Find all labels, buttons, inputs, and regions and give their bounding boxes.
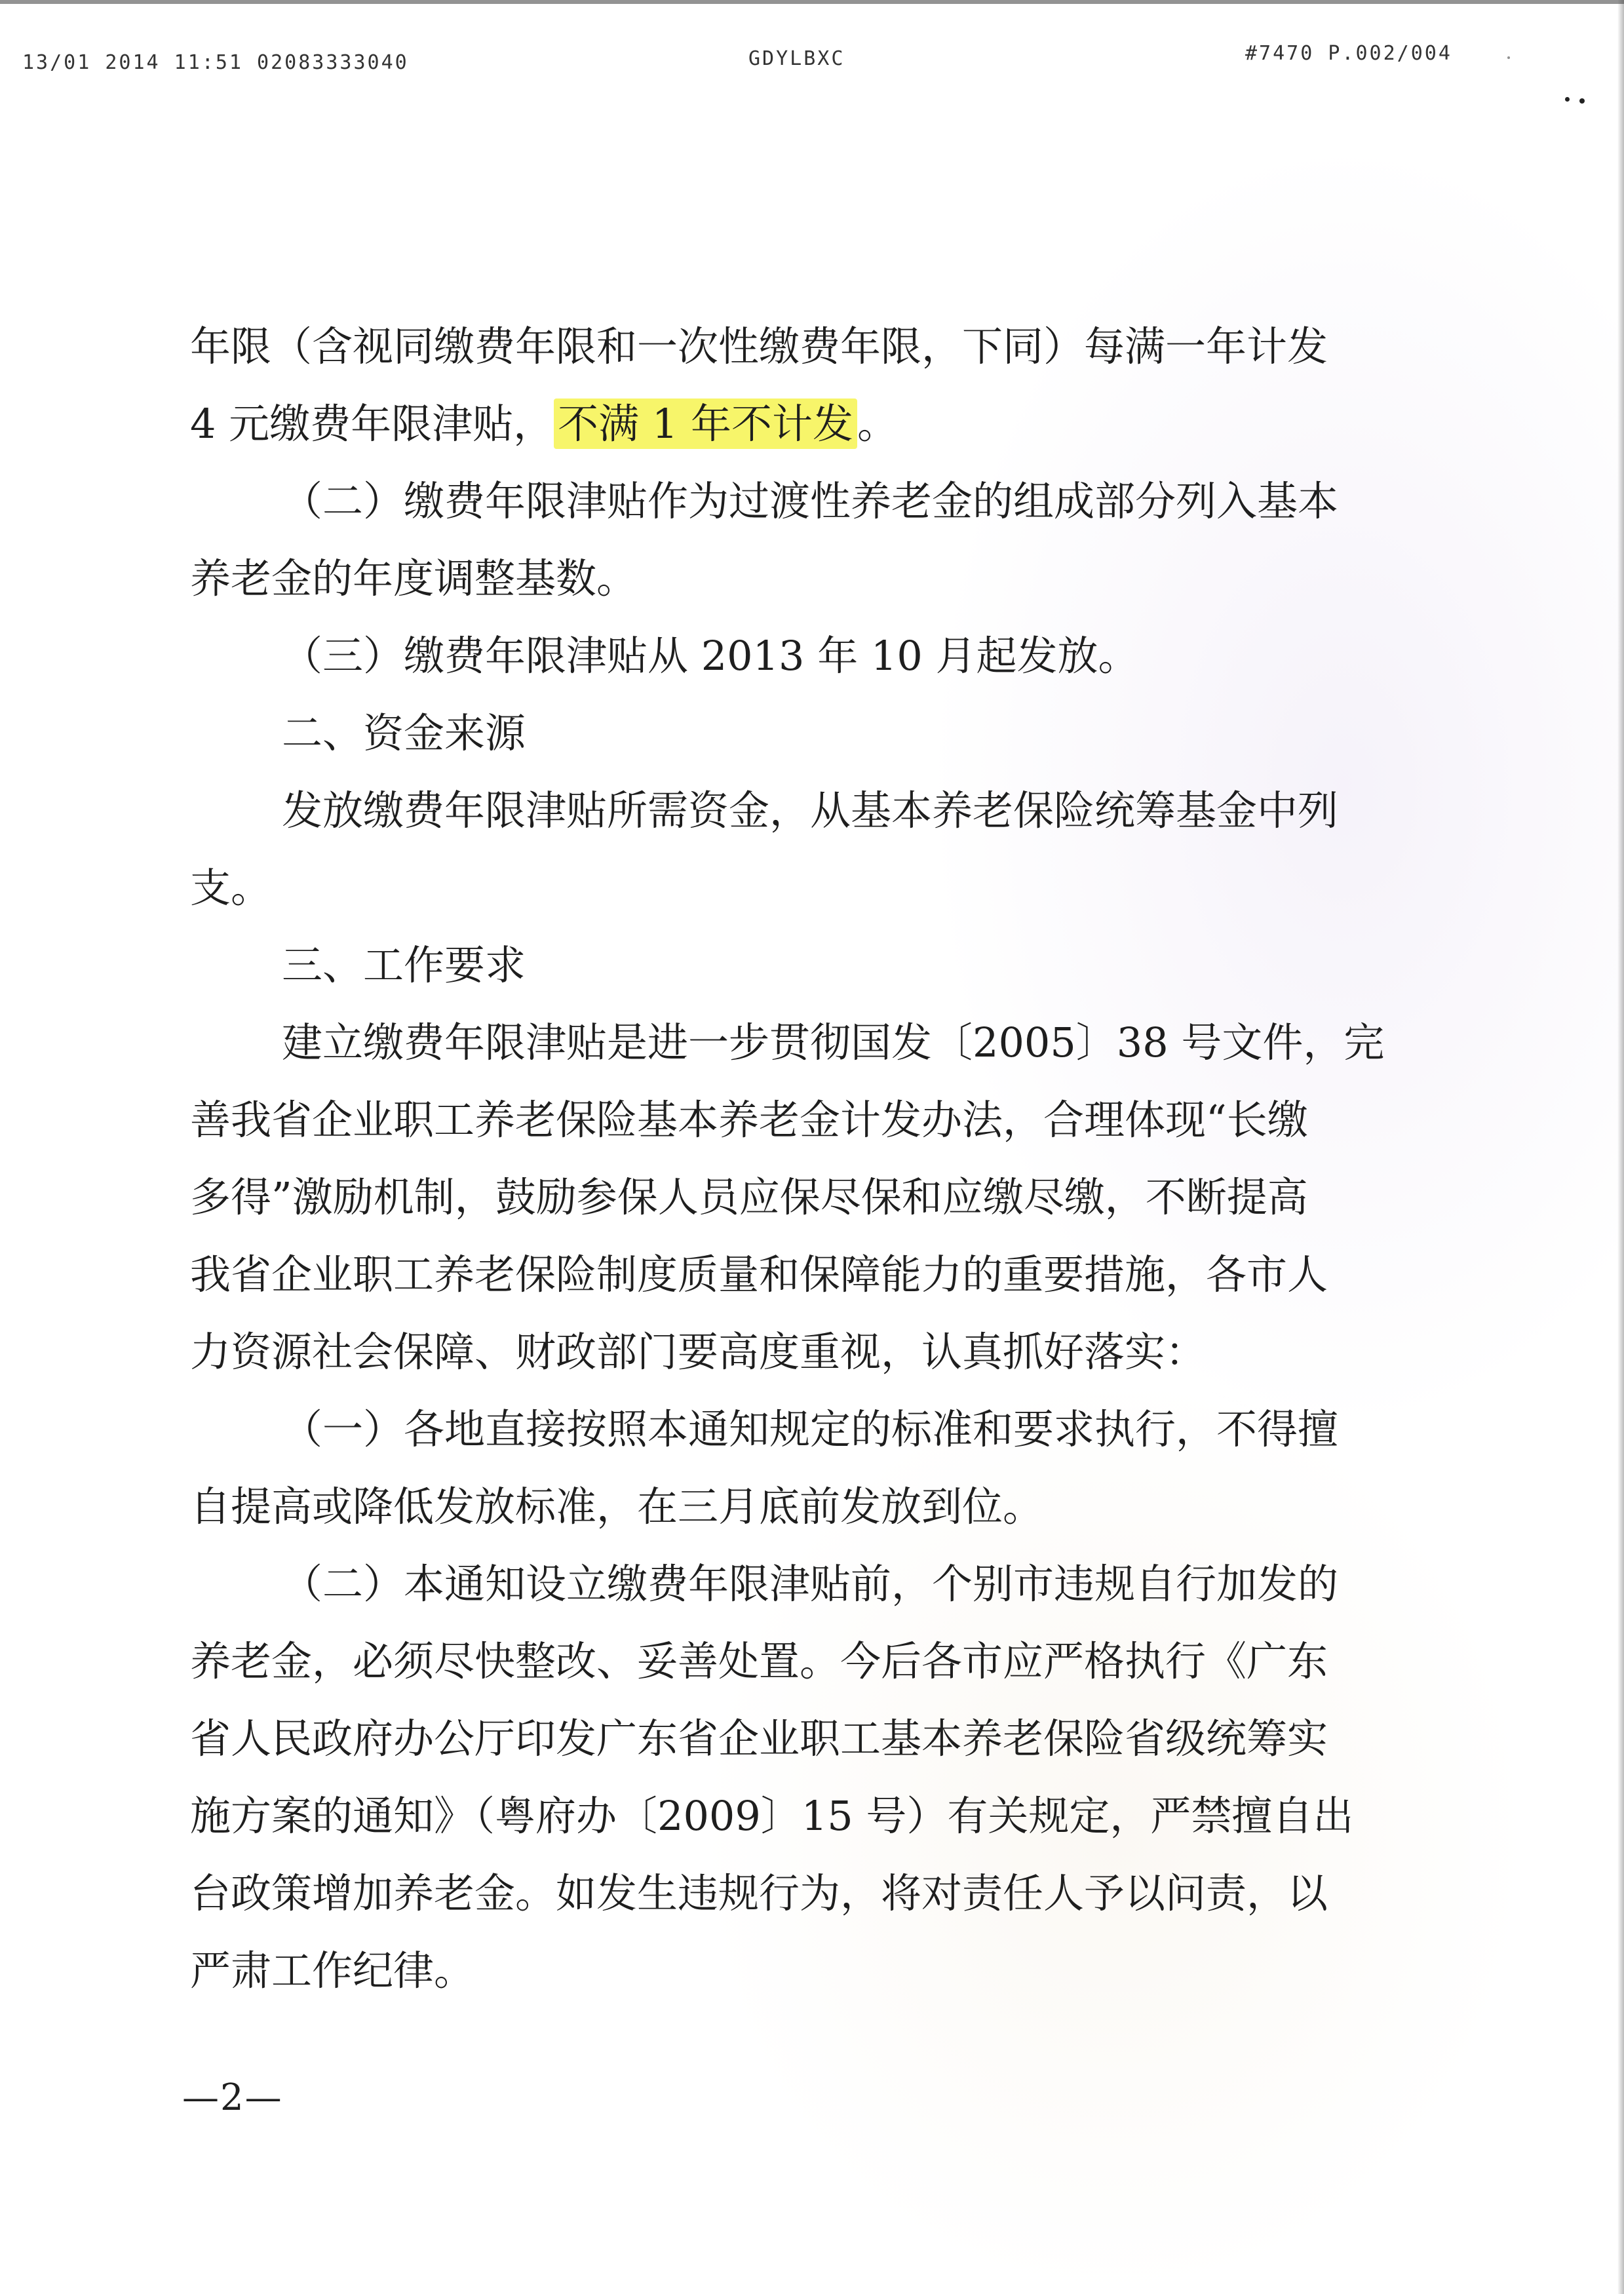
body-line: （三）缴费年限津贴从 2013 年 10 月起发放。 [282,632,1139,680]
section-heading: 三、工作要求 [282,941,526,989]
body-line: （一）各地直接按照本通知规定的标准和要求执行，不得擅 [282,1405,1339,1453]
body-line-suffix: 。 [857,400,899,448]
body-line: 台政策增加养老金。如发生违规行为，将对责任人予以问责，以 [190,1869,1328,1917]
body-line: 严肃工作纪律。 [190,1947,475,1994]
highlighted-text: 不满 1 年不计发 [554,399,857,449]
body-line: （二）缴费年限津贴作为过渡性养老金的组成部分列入基本 [282,477,1339,525]
fax-sender-id: GDYLBXC [748,47,845,70]
body-line: 自提高或降低发放标准，在三月底前发放到位。 [190,1483,1044,1530]
body-line: 年限（含视同缴费年限和一次性缴费年限，下同）每满一年计发 [190,322,1328,370]
body-line: 我省企业职工养老保险制度质量和保障能力的重要措施，各市人 [190,1251,1328,1298]
scan-speck [1507,56,1510,59]
body-line: 发放缴费年限津贴所需资金，从基本养老保险统筹基金中列 [282,787,1339,834]
body-line: 建立缴费年限津贴是进一步贯彻国发〔2005〕38 号文件，完 [282,1019,1385,1066]
body-line: 力资源社会保障、财政部门要高度重视，认真抓好落实： [190,1328,1207,1376]
document-body [190,308,1385,2010]
body-line: 省人民政府办公厅印发广东省企业职工基本养老保险省级统筹实 [190,1715,1328,1762]
scan-speck [1565,97,1570,102]
fax-datetime-phone: 13/01 2014 11:51 02083333040 [22,51,409,74]
body-line: 施方案的通知》（粤府办〔2009〕15 号）有关规定，严禁擅自出 [190,1792,1354,1840]
body-line-prefix: 4 元缴费年限津贴， [190,400,554,448]
body-line: 善我省企业职工养老保险基本养老金计发办法，合理体现“长缴 [190,1096,1308,1144]
scan-top-edge [0,0,1624,4]
section-heading: 二、资金来源 [282,709,526,757]
scan-speck [1579,98,1585,104]
fax-header [0,42,1624,80]
body-line: （二）本通知设立缴费年限津贴前，个别市违规自行加发的 [282,1560,1339,1608]
body-line: 支。 [190,864,272,912]
body-line: 养老金，必须尽快整改、妥善处置。今后各市应严格执行《广东 [190,1637,1328,1685]
body-line: 养老金的年度调整基数。 [190,554,638,602]
page-number: —2— [182,2076,283,2119]
scan-right-edge [1617,0,1624,2294]
body-line-highlighted [190,385,1363,463]
fax-page-ref: #7470 P.002/004 [1245,42,1452,65]
body-line: 多得”激励机制，鼓励参保人员应保尽保和应缴尽缴，不断提高 [190,1173,1308,1221]
